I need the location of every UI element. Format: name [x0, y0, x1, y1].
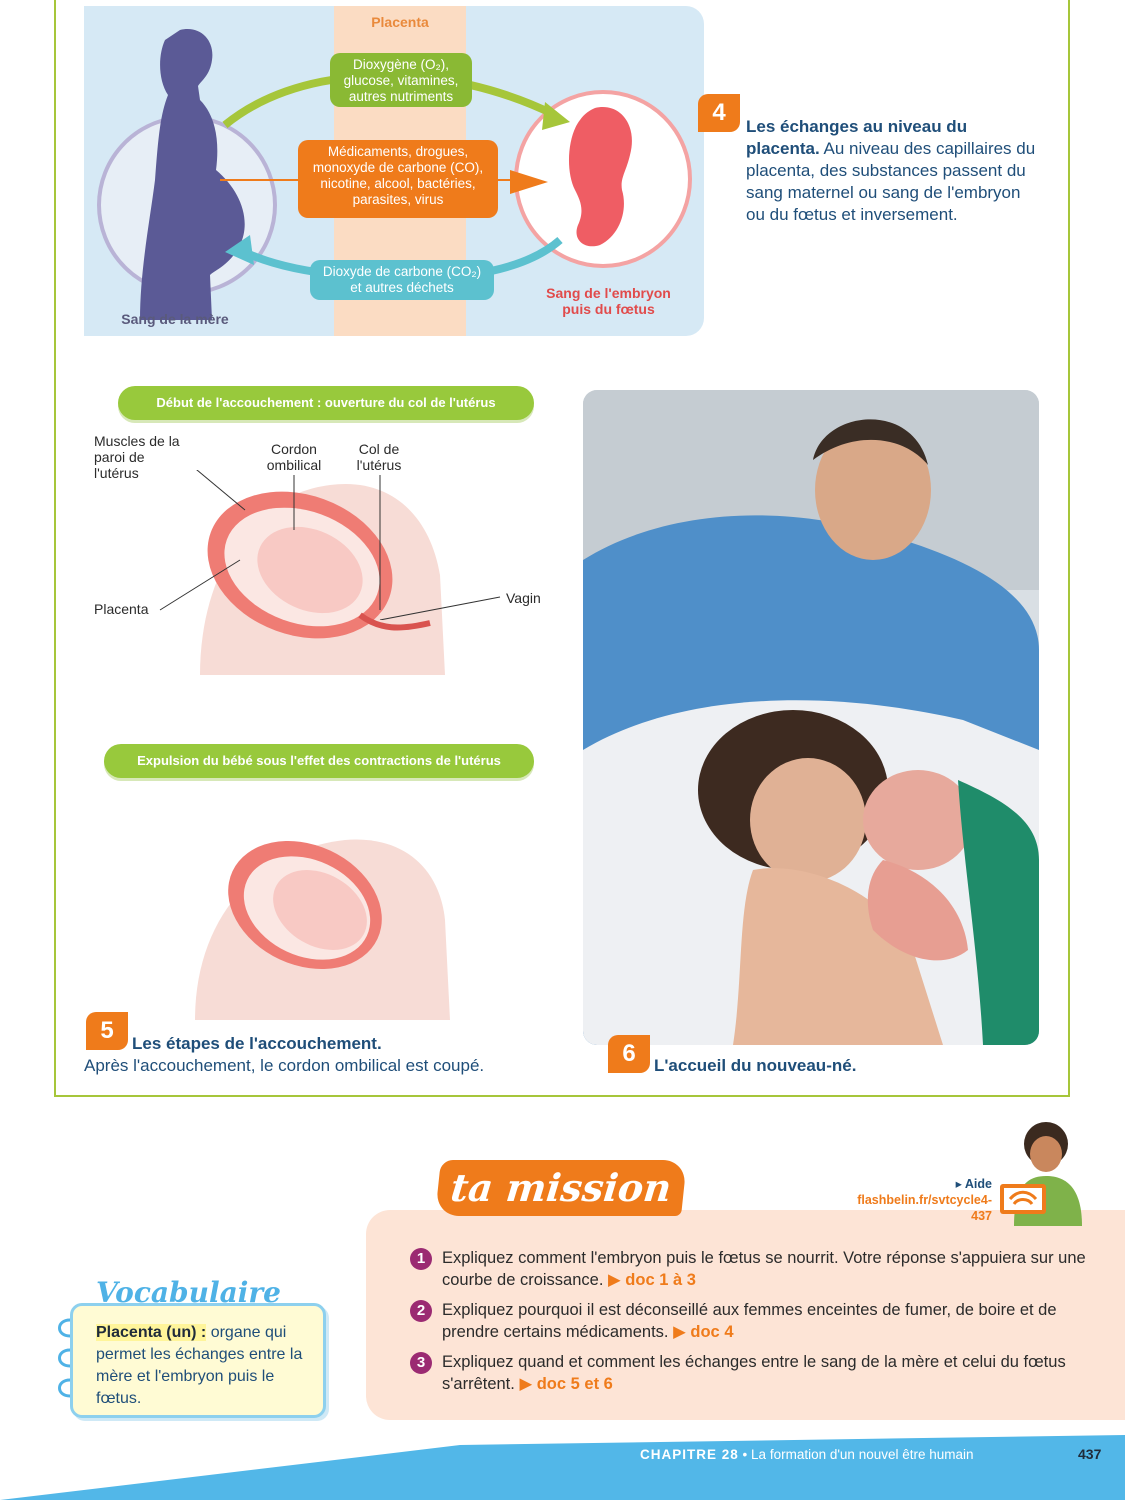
vocabulary-entry: [96, 1322, 316, 1410]
page-number: 437: [1078, 1446, 1102, 1462]
nutrients-box: Dioxygène (O₂), glucose, vitamines, autres nutriments: [330, 53, 472, 107]
doc4-caption-title: Les échanges au niveau du placenta.: [746, 117, 968, 158]
question-3-ref[interactable]: ▶ doc 5 et 6: [519, 1375, 613, 1393]
doc6-caption-title: L'accueil du nouveau-né.: [654, 1056, 857, 1075]
label-vagin: Vagin: [506, 590, 541, 606]
step1-leader-lines: [150, 470, 530, 620]
mother-blood-label: Sang de la mère: [121, 311, 229, 327]
chapter-title: La formation d'un nouvel être humain: [751, 1447, 974, 1462]
chapter-footer: [640, 1447, 974, 1462]
placenta-label: Placenta: [371, 14, 429, 30]
aide-link[interactable]: flashbelin.fr/svtcycle4-437: [857, 1193, 992, 1223]
harmful-substances-box: Médicaments, drogues, monoxyde de carbone (CO), nicotine, alcool, bactéries, parasites, virus: [298, 140, 498, 218]
doc5-caption-title: Les étapes de l'accouchement.: [132, 1034, 382, 1053]
chapter-bullet: •: [742, 1447, 748, 1462]
question-1-number: 1: [410, 1248, 432, 1270]
doc5-number: 5: [86, 1012, 128, 1050]
question-2-ref[interactable]: ▶ doc 4: [673, 1323, 734, 1341]
chapter-label: CHAPITRE 28: [640, 1447, 739, 1462]
vocabulary-term: Placenta (un) :: [96, 1324, 207, 1341]
mission-question-3: [410, 1351, 1090, 1395]
label-muscles: Muscles de la paroi de l'utérus: [94, 433, 180, 481]
fetus-blood-label: Sang de l'embryon puis du fœtus: [546, 285, 671, 317]
doc6-number: 6: [608, 1035, 650, 1073]
step2-title: Expulsion du bébé sous l'effet des contractions de l'utérus: [104, 744, 534, 778]
label-cordon: Cordon ombilical: [266, 441, 322, 473]
aide-label: ▸ Aide: [955, 1177, 992, 1191]
question-2-text: Expliquez pourquoi il est déconseillé aux femmes enceintes de fumer, de boire et de prendre certains médicaments.: [442, 1301, 1057, 1341]
mission-question-1: [410, 1247, 1090, 1291]
label-placenta: Placenta: [94, 601, 149, 617]
question-3-text: Expliquez quand et comment les échanges entre le sang de la mère et celui du fœtus s'arrêtent.: [442, 1353, 1066, 1393]
label-col: Col de l'utérus: [356, 441, 402, 473]
question-1-ref[interactable]: ▶ doc 1 à 3: [608, 1271, 696, 1289]
waste-box: Dioxyde de carbone (CO₂) et autres déchets: [310, 260, 494, 300]
mission-title: ta mission: [435, 1160, 687, 1216]
notebook-rings-icon: [50, 1312, 84, 1412]
doc5-caption: [84, 1033, 554, 1077]
vocabulary-definition: organe qui permet les échanges entre la mère et l'embryon puis le fœtus.: [96, 1324, 303, 1407]
vocabulary-title: Vocabulaire: [96, 1276, 281, 1309]
uterus-illustration-step2: [195, 810, 450, 1020]
mission-question-2: [410, 1299, 1090, 1343]
doc4-number: 4: [698, 94, 740, 132]
aide-block: [850, 1176, 992, 1224]
question-2-number: 2: [410, 1300, 432, 1322]
step1-title: Début de l'accouchement : ouverture du col de l'utérus: [118, 386, 534, 420]
newborn-photo-illustration: [583, 390, 1039, 1045]
doc5-caption-text: Après l'accouchement, le cordon ombilical est coupé.: [84, 1056, 485, 1075]
newborn-photo: [583, 390, 1039, 1045]
question-3-number: 3: [410, 1352, 432, 1374]
doc4-caption-text: Au niveau des capillaires du placenta, des substances passent du sang maternel ou sang de l'embryon ou du fœtus et inversement.: [746, 139, 1036, 224]
question-1-text: Expliquez comment l'embryon puis le fœtus se nourrit. Votre réponse s'appuiera sur une courbe de croissance.: [442, 1249, 1086, 1289]
boy-mascot-icon: [996, 1118, 1088, 1226]
doc4-caption: [746, 116, 1036, 226]
